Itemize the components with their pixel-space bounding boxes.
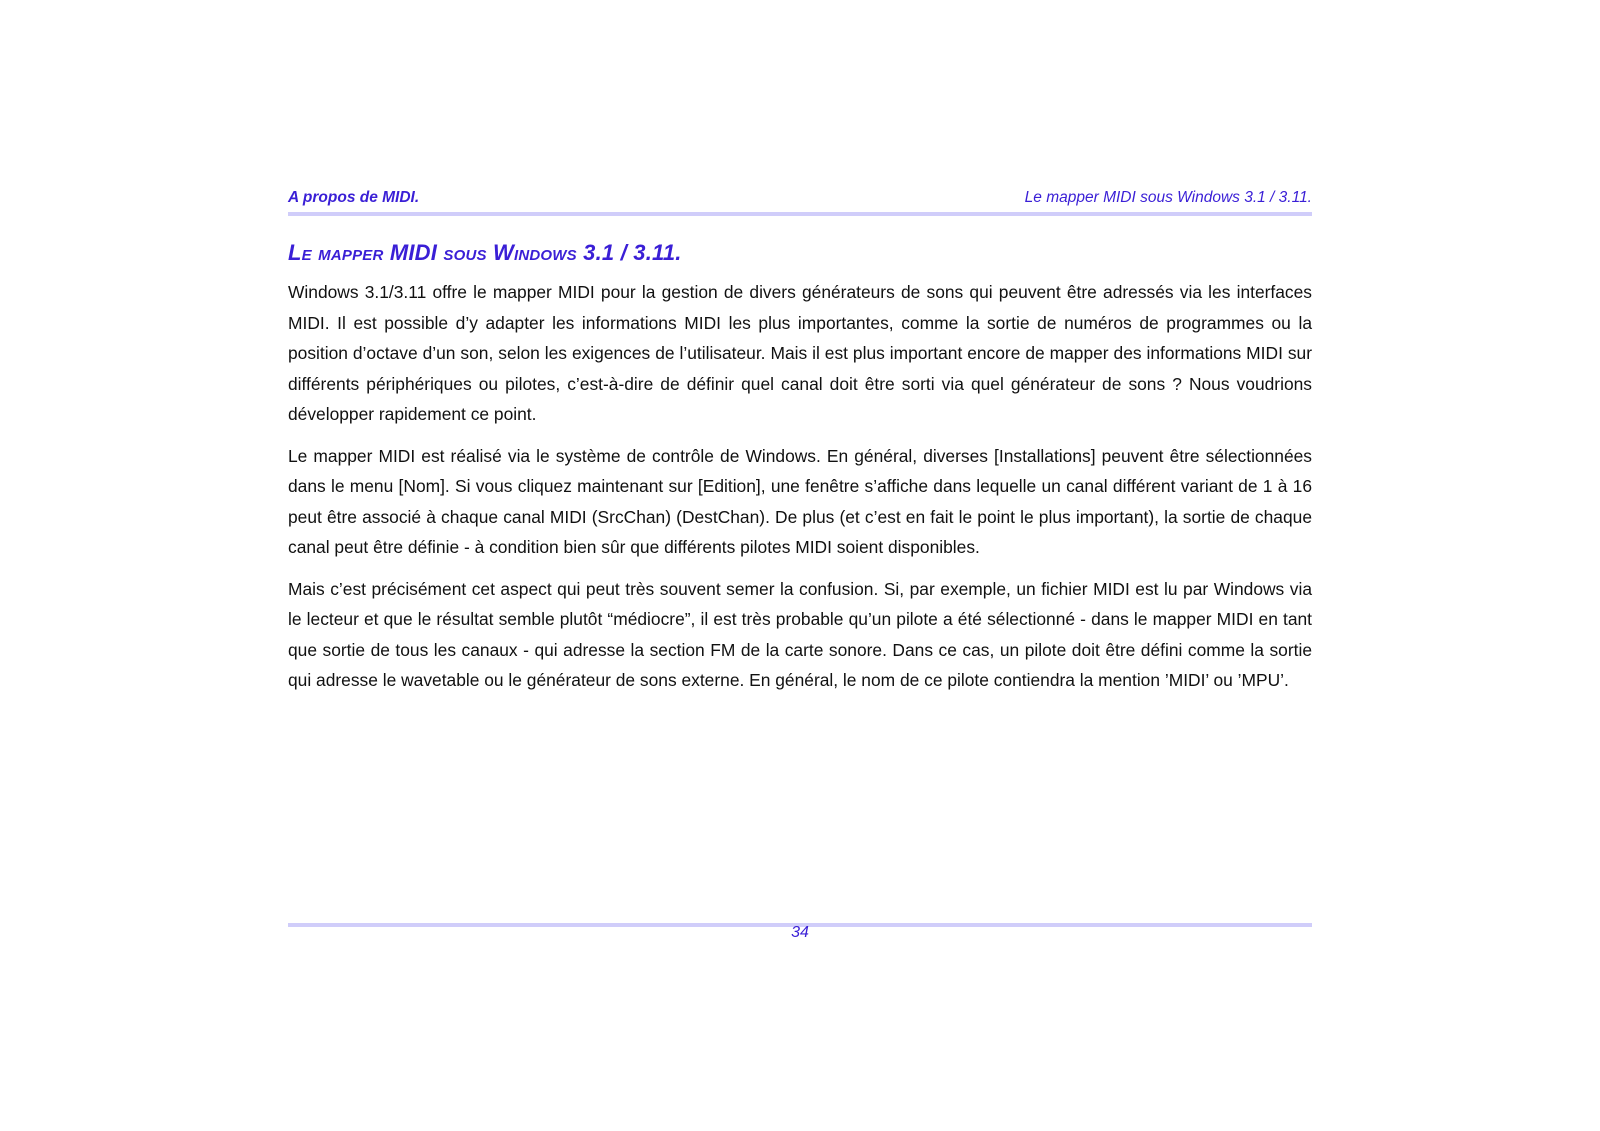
header-chapter-title: A propos de MIDI. <box>288 189 420 206</box>
document-page <box>288 0 1312 1131</box>
paragraph: Le mapper MIDI est réalisé via le système de contrôle de Windows. En général, diverses [Installations] peuvent être sélectionnées dans le menu [Nom]. Si vous cliquez maintenant sur [Edition], une fenêtre s’affiche dans lequelle un canal différent variant de 1 à 16 peut être associé à chaque canal MIDI (SrcChan) (DestChan). De plus (et c’est en fait le point le plus important), la sortie de chaque canal peut être définie - à condition bien sûr que différents pilotes MIDI soient disponibles. <box>288 445 1312 557</box>
header-section-title: Le mapper MIDI sous Windows 3.1 / 3.11. <box>1024 189 1312 206</box>
header-rule <box>288 212 1312 216</box>
body-text <box>288 277 1312 707</box>
paragraph: Windows 3.1/3.11 offre le mapper MIDI pour la gestion de divers générateurs de sons qui peuvent être adressés via les interfaces MIDI. Il est possible d’y adapter les informations MIDI les plus importantes, comme la sortie de numéros de programmes ou la position d’octave d’un son, selon les exigences de l’utilisateur. Mais il est plus important encore de mapper des informations MIDI sur différents périphériques ou pilotes, c’est-à-dire de définir quel canal doit être sorti via quel générateur de sons ? Nous voudrions développer rapidement ce point. <box>288 282 1312 424</box>
running-header <box>288 189 1312 211</box>
section-title: Le mapper MIDI sous Windows 3.1 / 3.11. <box>288 240 682 265</box>
page-number: 34 <box>791 924 809 941</box>
paragraph: Mais c’est précisément cet aspect qui peut très souvent semer la confusion. Si, par exemple, un fichier MIDI est lu par Windows via le lecteur et que le résultat semble plutôt “médiocre”, il est très probable qu’un pilote a été sélectionné - dans le mapper MIDI en tant que sortie de tous les canaux - qui adresse la section FM de la carte sonore. Dans ce cas, un pilote doit être défini comme la sortie qui adresse le wavetable ou le générateur de sons externe. En général, le nom de ce pilote contiendra la mention ’MIDI’ ou ’MPU’. <box>288 578 1312 690</box>
